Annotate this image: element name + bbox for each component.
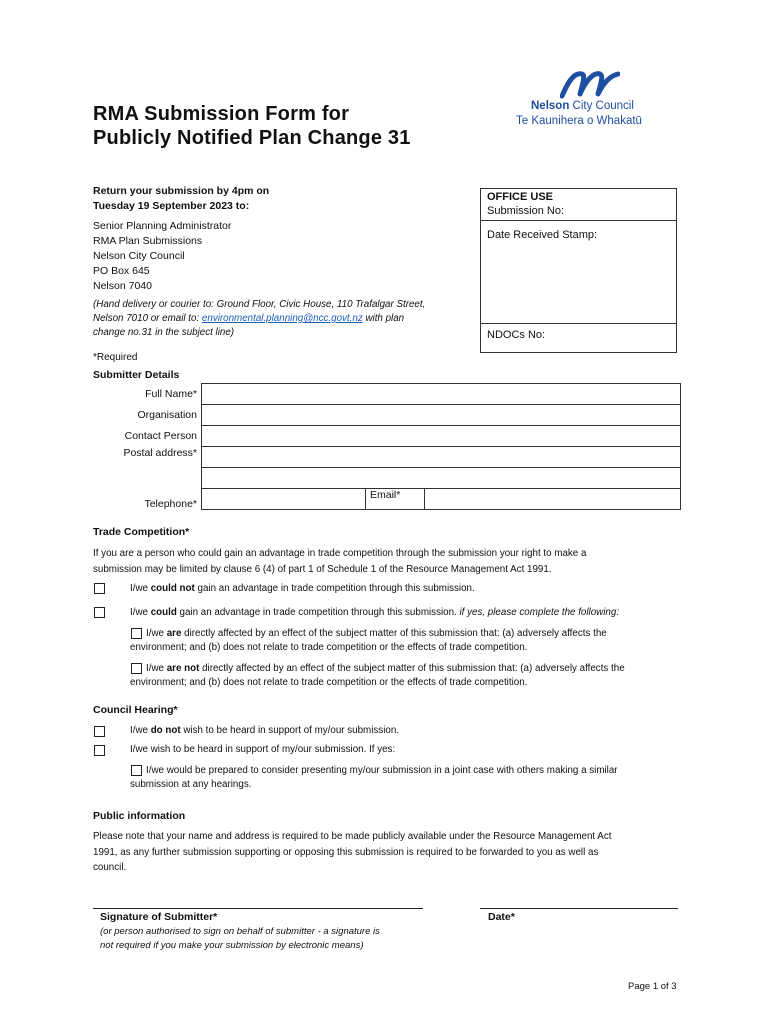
ndocs-label: NDOCs No: [487, 329, 546, 341]
email-link[interactable]: environmental.planning@ncc.govt.nz [201, 313, 363, 324]
submission-no-label: Submission No: [487, 205, 565, 217]
trade-intro: If you are a person who could gain an advantage in trade competition through the submission your right to make a submission may be limited by clause 6 (4) of part 1 of Schedule 1 of the Resource Management Act 1991. [93, 548, 587, 575]
trade-heading: Trade Competition* [93, 526, 190, 538]
postal-address-field-2[interactable] [202, 468, 681, 489]
organisation-label: Organisation [93, 405, 202, 426]
delivery-instructions: (Hand delivery or courier to: Ground Floor, Civic House, 110 Trafalgar Street, Nelson 7010 or email to: environmental.planning@ncc.govt.nz with plan change no.31 in the subject line) [93, 299, 426, 338]
page-number: Page 1 of 3 [628, 981, 677, 992]
could-checkbox[interactable] [94, 607, 105, 618]
submitter-heading: Submitter Details [93, 369, 180, 381]
heard-checkbox[interactable] [94, 745, 105, 756]
date-label: Date* [488, 911, 515, 923]
signature-note: (or person authorised to sign on behalf of submitter - a signature is not required if you make your submission by electronic means) [100, 926, 380, 951]
heard-label: I/we wish to be heard in support of my/our submission. If yes: [130, 744, 396, 755]
contact-person-field[interactable] [202, 426, 681, 447]
ncc-logo-mark-icon [560, 68, 620, 100]
could-label: I/we could gain an advantage in trade competition through this submission. if yes, please complete the following: [130, 607, 620, 618]
signature-label: Signature of Submitter* [100, 911, 218, 923]
submitter-table [93, 383, 681, 510]
logo-maori-name: Te Kaunihera o Whakatū [516, 115, 642, 127]
postal-address-label: Postal address* [93, 447, 202, 468]
not-directly-affected-label: I/we are not directly affected by an effect of the subject matter of this submission that: (a) adversely affects the environment; and (b) does not relate to trade competition or the effects of trade competition. [130, 663, 625, 688]
signature-line[interactable] [93, 908, 423, 909]
public-info-heading: Public information [93, 810, 186, 822]
office-use-heading: OFFICE USE [487, 191, 554, 203]
could-not-label: I/we could not gain an advantage in trade competition through this submission. [130, 583, 475, 594]
return-deadline: Return your submission by 4pm on Tuesday 19 September 2023 to: [93, 185, 270, 212]
contact-person-label: Contact Person [93, 426, 202, 447]
not-heard-label: I/we do not wish to be heard in support of my/our submission. [130, 725, 399, 736]
email-label: Email* [366, 489, 425, 510]
date-line[interactable] [480, 908, 678, 909]
page-title [93, 102, 411, 150]
logo-council-name: Nelson City Council [531, 100, 634, 112]
organisation-field[interactable] [202, 405, 681, 426]
title-line-1: RMA Submission Form for [93, 103, 350, 125]
office-use-box [480, 188, 677, 353]
telephone-field[interactable] [202, 489, 366, 510]
directly-affected-label: I/we are directly affected by an effect of the subject matter of this submission that: (a) adversely affects the environment; and (b) does not relate to trade competition or the effects of trade competition. [130, 628, 607, 653]
joint-case-label: I/we would be prepared to consider presenting my/our submission in a joint case with others making a similar submission at any hearings. [130, 765, 618, 790]
telephone-label: Telephone* [93, 489, 202, 510]
required-note: *Required [93, 352, 138, 363]
return-address: Senior Planning Administrator RMA Plan Submissions Nelson City Council PO Box 645 Nelson 7040 [93, 220, 232, 292]
date-received-label: Date Received Stamp: [487, 229, 598, 241]
title-line-2: Publicly Notified Plan Change 31 [93, 127, 411, 149]
email-field[interactable] [425, 489, 681, 510]
could-not-checkbox[interactable] [94, 583, 105, 594]
full-name-label: Full Name* [93, 384, 202, 405]
hearing-heading: Council Hearing* [93, 704, 178, 716]
postal-address-field[interactable] [202, 447, 681, 468]
public-info-text: Please note that your name and address is required to be made publicly available under the Resource Management Act 1991, as any further submission supporting or opposing this submission is required to be forwarded to you as well as council. [93, 831, 612, 873]
not-heard-checkbox[interactable] [94, 726, 105, 737]
full-name-field[interactable] [202, 384, 681, 405]
